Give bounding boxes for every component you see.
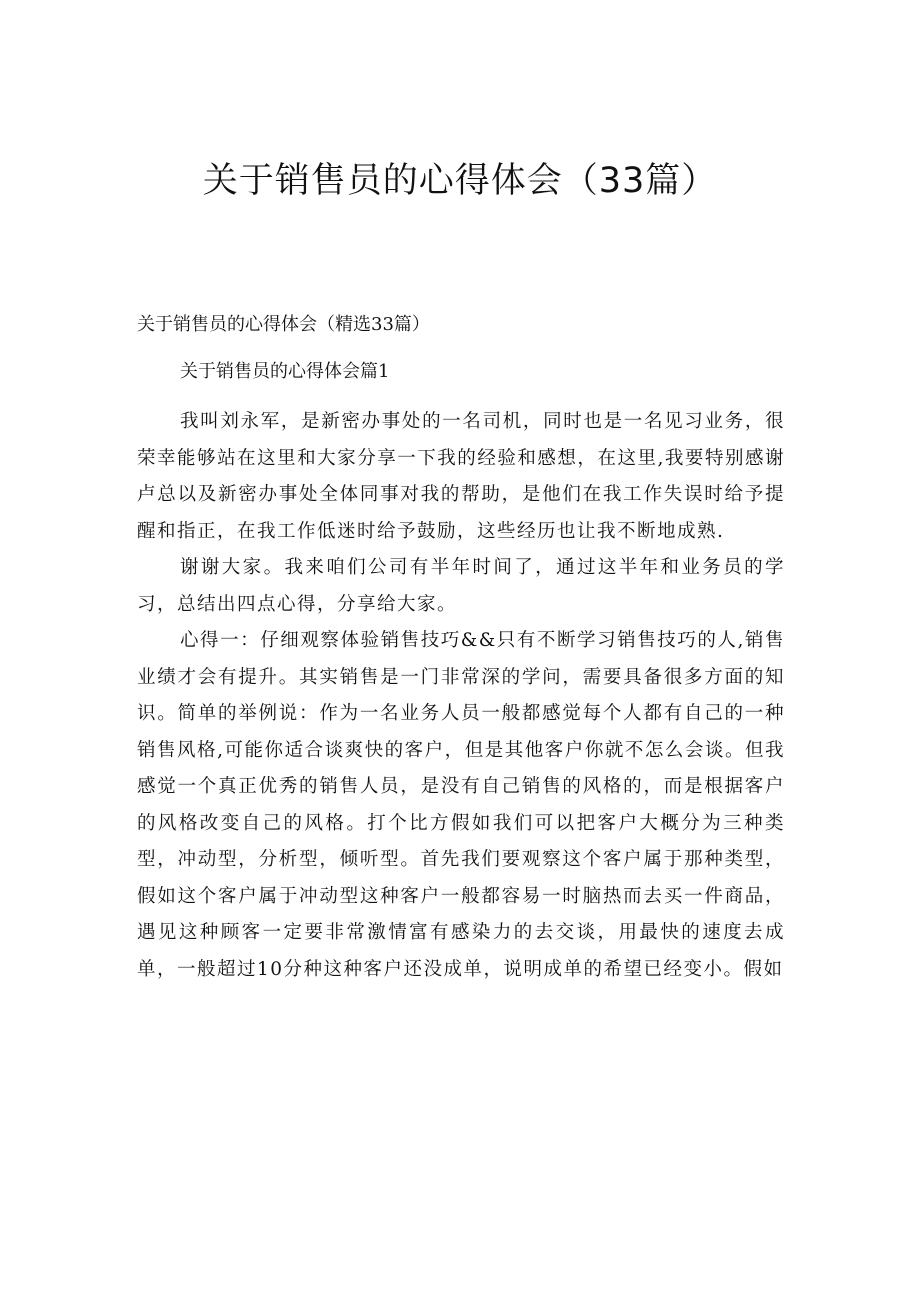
paragraph: 谢谢大家。我来咱们公司有半年时间了，通过这半年和业务员的学习，总结出四点心得，分享给大家。 (137, 557, 785, 615)
paragraph: 我叫刘永军，是新密办事处的一名司机，同时也是一名见习业务，很荣幸能够站在这里和大家分享一下我的经验和感想，在这里,我要特别感谢卢总以及新密办事处全体同事对我的帮助，是他们在我工作失误时给予提醒和指正，在我工作低迷时给予鼓励，这些经历也让我不断地成熟. (137, 411, 785, 542)
paragraph: 心得一：仔细观察体验销售技巧&&只有不断学习销售技巧的人,销售业绩才会有提升。其实销售是一门非常深的学问，需要具备很多方面的知识。简单的举例说：作为一名业务人员一般都感觉每个人都有自己的一种销售风格,可能你适合谈爽快的客户，但是其他客户你就不怎么会谈。但我感觉一个真正优秀的销售人员，是没有自己销售的风格的，而是根据客户的风格改变自己的风格。打个比方假如我们可以把客户大概分为三种类型，冲动型，分析型，倾听型。首先我们要观察这个客户属于那种类型，假如这个客户属于冲动型这种客户一般都容易一时脑热而去买一件商品，遇见这种顾客一定要非常激情富有感染力的去交谈，用最快的速度去成单，一般超过10分种这种客户还没成单，说明成单的希望已经变小。假如 (137, 630, 785, 980)
document-title: 关于销售员的心得体会（33篇） (202, 161, 718, 201)
section-heading: 关于销售员的心得体会篇1 (180, 361, 390, 382)
document-subtitle: 关于销售员的心得体会（精选33篇） (137, 314, 430, 335)
document-body (137, 404, 785, 988)
